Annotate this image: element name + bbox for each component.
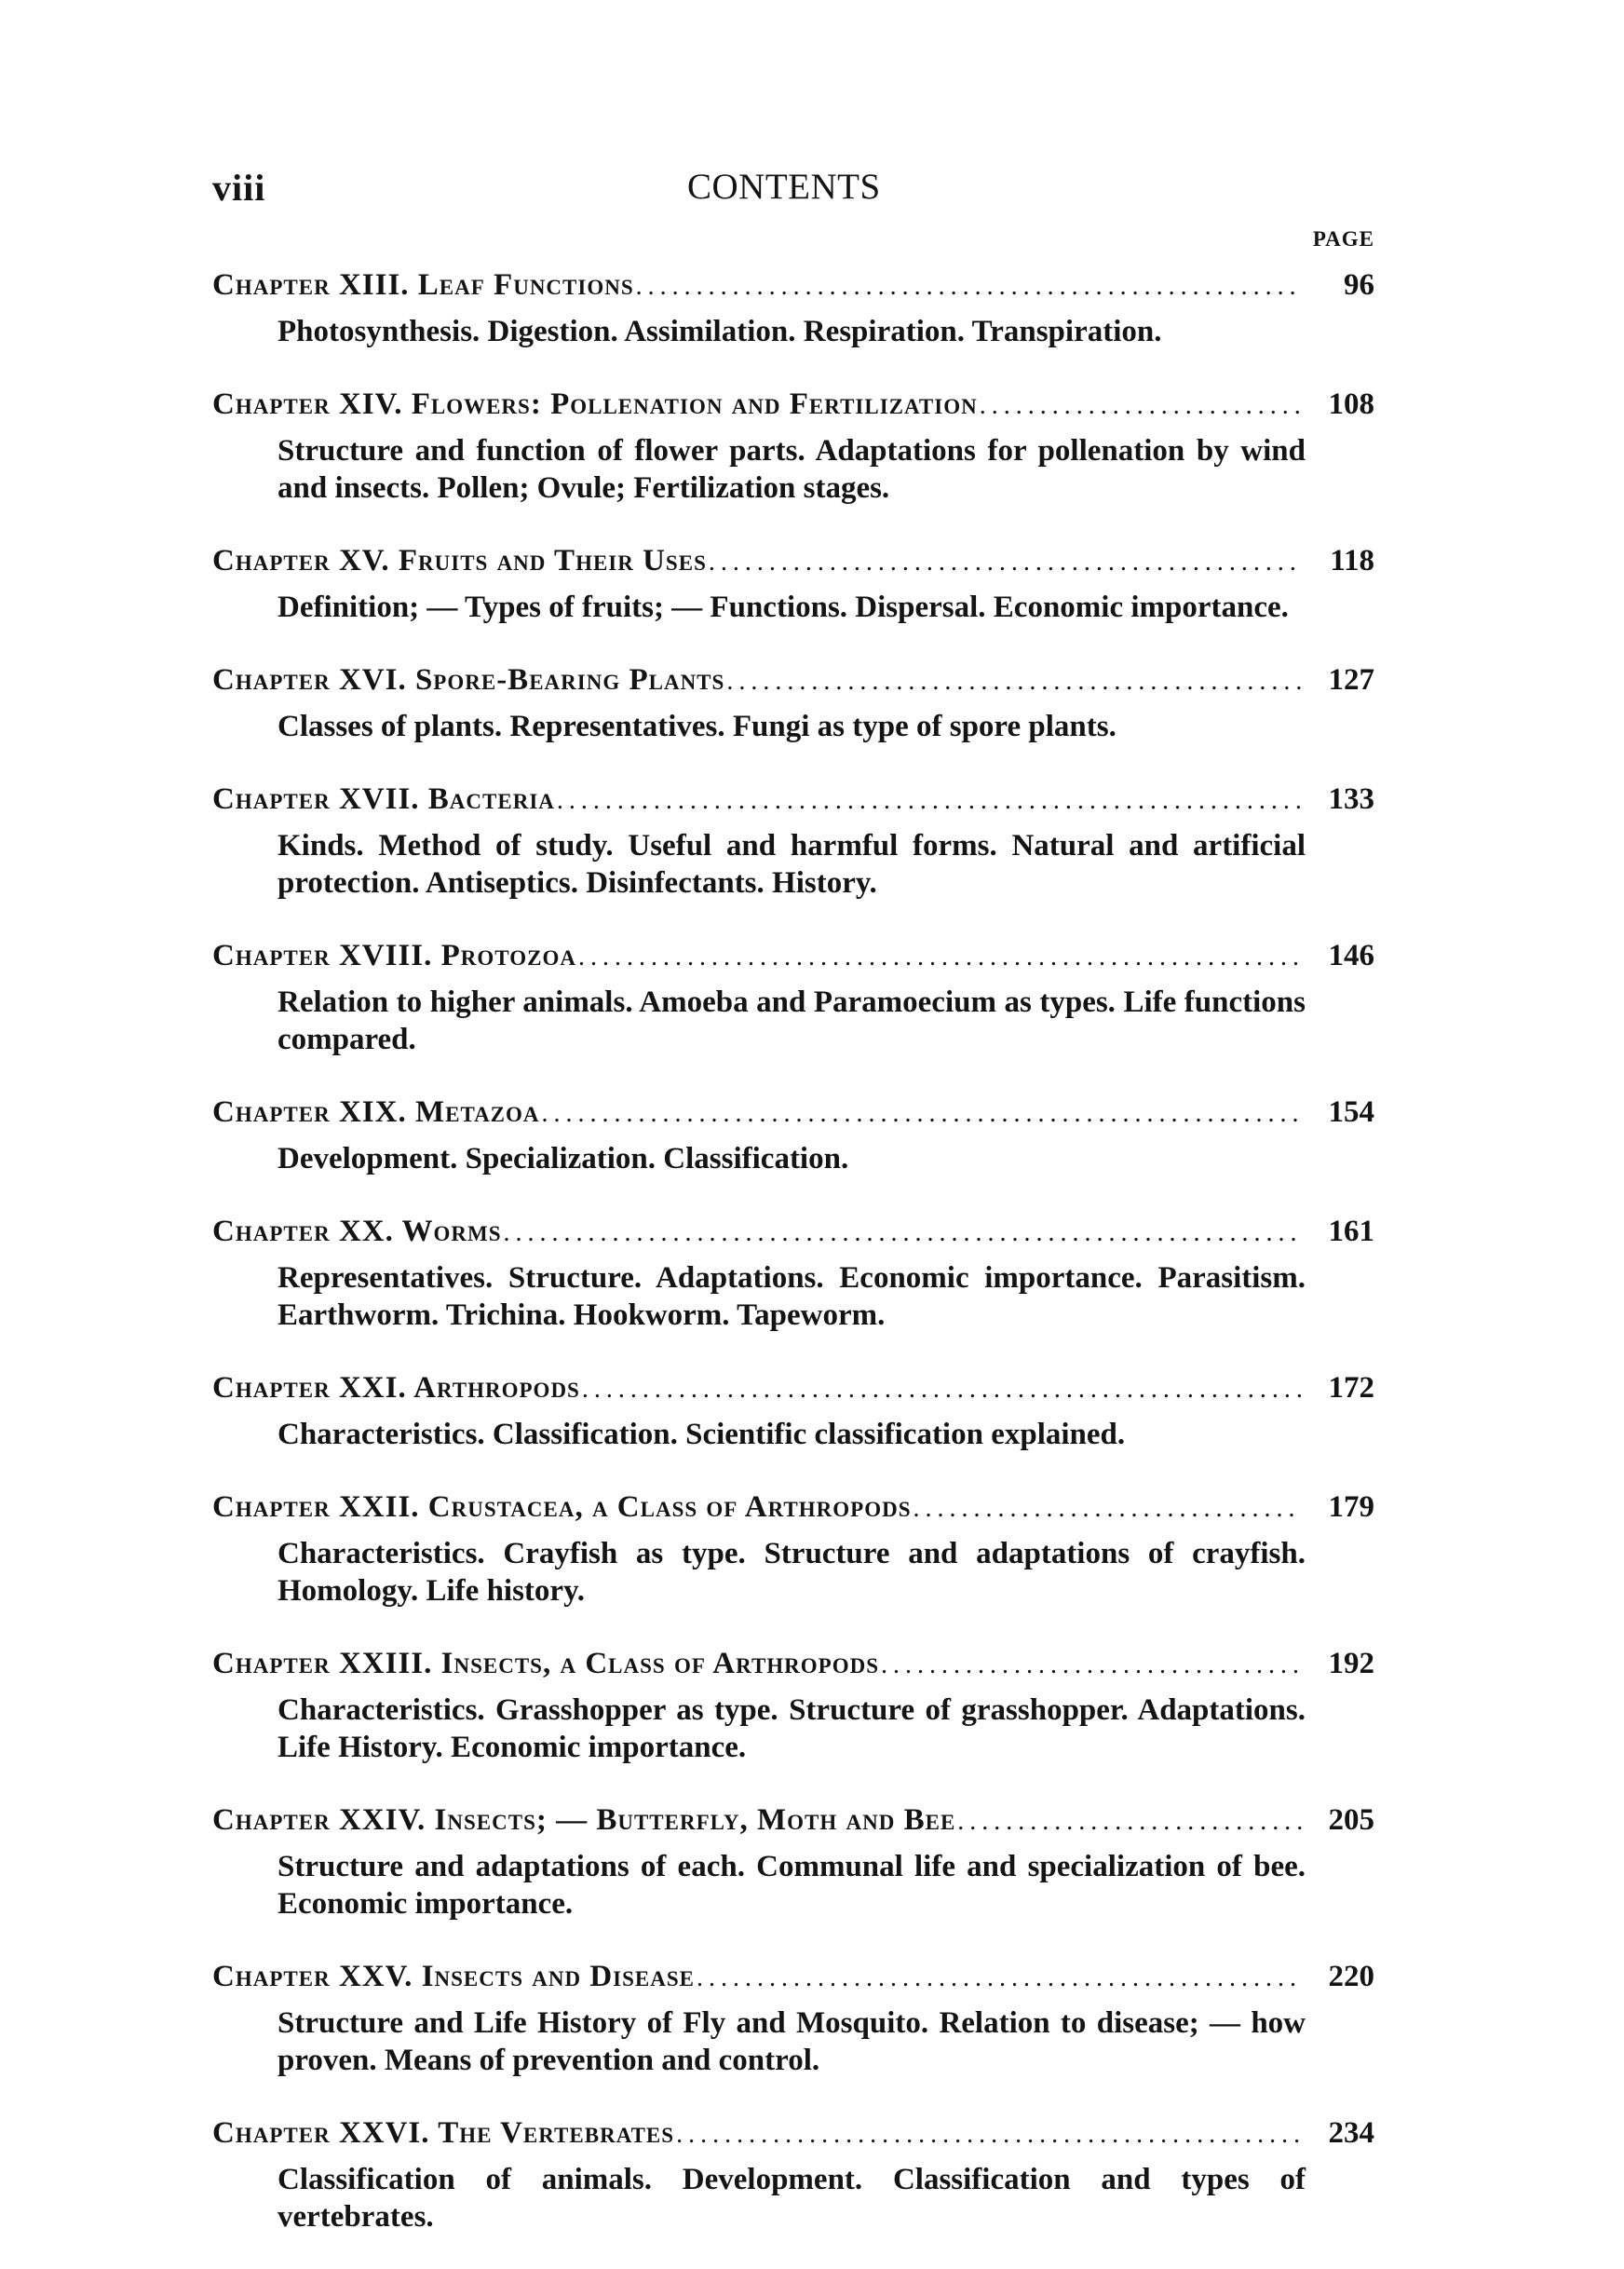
chapter-number: XIV.	[338, 387, 403, 421]
chapter-heading	[212, 659, 724, 700]
toc-entry	[212, 540, 1374, 626]
toc-entry	[212, 1211, 1374, 1334]
chapter-heading	[212, 265, 634, 306]
chapter-page-number: 133	[1328, 782, 1374, 816]
dot-leader	[914, 1488, 1303, 1529]
chapter-title: Bacteria	[427, 782, 555, 816]
chapter-summary: Definition; — Types of fruits; — Functions. Dispersal. Economic importance.	[277, 591, 1289, 624]
chapter-heading	[212, 1643, 879, 1684]
chapter-heading	[212, 1487, 912, 1528]
chapter-summary: Classes of plants. Representatives. Fungi as type of spore plants.	[277, 710, 1116, 743]
chapter-word: Chapter	[212, 1960, 331, 1993]
page-column-label: PAGE	[1312, 227, 1374, 251]
chapter-heading	[212, 935, 576, 976]
chapter-word: Chapter	[212, 663, 331, 697]
chapter-summary: Structure and Life History of Fly and Mosquito. Relation to disease; — how proven. Means of prevention and control.	[277, 2006, 1306, 2077]
dot-leader	[504, 1213, 1302, 1254]
chapter-heading	[212, 2113, 674, 2154]
chapter-number: XVIII.	[338, 939, 433, 972]
chapter-heading-line	[212, 935, 1374, 976]
dot-leader	[676, 2114, 1302, 2155]
dot-leader	[726, 661, 1302, 702]
chapter-number: XVII.	[338, 782, 420, 816]
chapter-heading-line	[212, 1643, 1374, 1684]
chapter-summary: Development. Specialization. Classification.	[277, 1142, 849, 1175]
chapter-number: XXI.	[338, 1371, 407, 1405]
toc-entry	[212, 1800, 1374, 1923]
dot-leader	[980, 386, 1302, 427]
chapter-number: XX.	[338, 1215, 394, 1248]
dot-leader	[582, 1369, 1302, 1410]
chapter-title: Arthropods	[413, 1371, 580, 1405]
table-of-contents	[212, 265, 1374, 2269]
chapter-number: XXII.	[338, 1490, 420, 1524]
dot-leader	[881, 1645, 1302, 1686]
dot-leader	[697, 1958, 1302, 1999]
chapter-word: Chapter	[212, 1647, 331, 1680]
chapter-summary: Classification of animals. Development. Classification and types of vertebrates.	[277, 2163, 1306, 2234]
toc-entry	[212, 779, 1374, 902]
chapter-summary: Characteristics. Grasshopper as type. Structure of grasshopper. Adaptations. Life History. Economic importance.	[277, 1693, 1306, 1764]
chapter-summary: Characteristics. Crayfish as type. Structure and adaptations of crayfish. Homology. Life history.	[277, 1537, 1306, 1608]
chapter-heading-line	[212, 1211, 1374, 1252]
page-number: viii	[212, 167, 266, 209]
chapter-number: XIX.	[338, 1095, 407, 1129]
chapter-title: The Vertebrates	[438, 2116, 675, 2150]
chapter-number: XXIII.	[338, 1647, 433, 1680]
chapter-page-number: 108	[1328, 387, 1374, 421]
chapter-title: Insects; — Butterfly, Moth and Bee	[434, 1803, 956, 1837]
chapter-heading-line	[212, 1367, 1374, 1408]
toc-entry	[212, 659, 1374, 745]
chapter-heading	[212, 1800, 955, 1841]
chapter-title: Worms	[401, 1215, 502, 1248]
chapter-summary: Relation to higher animals. Amoeba and Paramoecium as types. Life functions compared.	[277, 985, 1306, 1056]
chapter-page-number: 118	[1330, 544, 1374, 577]
chapter-title: Flowers: Pollenation and Fertilization	[411, 387, 978, 421]
page-header	[212, 166, 1374, 222]
chapter-heading-line	[212, 1092, 1374, 1133]
running-title: CONTENTS	[687, 167, 881, 207]
chapter-page-number: 192	[1328, 1647, 1374, 1680]
dot-leader	[709, 542, 1302, 583]
toc-entry	[212, 935, 1374, 1058]
chapter-number: XXIV.	[338, 1803, 426, 1837]
chapter-number: XVI.	[338, 663, 407, 697]
chapter-page-number: 127	[1328, 663, 1374, 697]
chapter-number: XXV.	[338, 1960, 413, 1993]
chapter-number: XXVI.	[338, 2116, 430, 2150]
chapter-heading-line	[212, 659, 1374, 700]
chapter-page-number: 96	[1344, 268, 1374, 302]
chapter-title: Protozoa	[440, 939, 576, 972]
chapter-word: Chapter	[212, 1803, 331, 1837]
chapter-page-number: 234	[1328, 2116, 1374, 2150]
toc-entry	[212, 1643, 1374, 1766]
dot-leader	[542, 1094, 1302, 1134]
chapter-summary: Kinds. Method of study. Useful and harmful forms. Natural and artificial protection. Antiseptics. Disinfectants. History.	[277, 829, 1306, 900]
chapter-summary: Photosynthesis. Digestion. Assimilation. Respiration. Transpiration.	[277, 315, 1162, 348]
chapter-word: Chapter	[212, 1371, 331, 1405]
chapter-word: Chapter	[212, 939, 331, 972]
chapter-summary: Characteristics. Classification. Scientific classification explained.	[277, 1418, 1126, 1451]
chapter-heading-line	[212, 540, 1374, 581]
chapter-heading	[212, 384, 978, 425]
chapter-heading	[212, 1956, 695, 1997]
toc-entry	[212, 1367, 1374, 1453]
chapter-word: Chapter	[212, 1490, 331, 1524]
chapter-number: XV.	[338, 544, 390, 577]
chapter-number: XIII.	[338, 268, 410, 302]
chapter-page-number: 154	[1328, 1095, 1374, 1129]
chapter-page-number: 161	[1328, 1215, 1374, 1248]
chapter-title: Insects, a Class of Arthropods	[440, 1647, 880, 1680]
chapter-heading-line	[212, 265, 1374, 306]
dot-leader	[578, 937, 1302, 978]
dot-leader	[557, 781, 1302, 822]
chapter-word: Chapter	[212, 544, 331, 577]
chapter-word: Chapter	[212, 268, 331, 302]
chapter-heading-line	[212, 384, 1374, 425]
chapter-heading-line	[212, 1800, 1374, 1841]
chapter-heading	[212, 1092, 540, 1133]
chapter-heading-line	[212, 1487, 1374, 1528]
chapter-summary: Structure and adaptations of each. Communal life and specialization of bee. Economic importance.	[277, 1850, 1306, 1921]
chapter-page-number: 220	[1328, 1960, 1374, 1993]
chapter-title: Metazoa	[414, 1095, 540, 1129]
chapter-heading-line	[212, 1956, 1374, 1997]
toc-entry	[212, 384, 1374, 507]
dot-leader	[636, 266, 1302, 307]
chapter-heading	[212, 540, 707, 581]
chapter-page-number: 205	[1328, 1803, 1374, 1837]
chapter-page-number: 146	[1328, 939, 1374, 972]
chapter-heading	[212, 1367, 580, 1408]
chapter-page-number: 172	[1328, 1371, 1374, 1405]
toc-entry	[212, 265, 1374, 350]
chapter-heading-line	[212, 2113, 1374, 2154]
dot-leader	[957, 1801, 1302, 1842]
chapter-page-number: 179	[1328, 1490, 1374, 1524]
chapter-title: Leaf Functions	[417, 268, 634, 302]
toc-entry	[212, 2113, 1374, 2235]
chapter-title: Crustacea, a Class of Arthropods	[427, 1490, 912, 1524]
chapter-heading-line	[212, 779, 1374, 820]
chapter-title: Insects and Disease	[421, 1960, 696, 1993]
chapter-title: Spore-Bearing Plants	[414, 663, 725, 697]
chapter-word: Chapter	[212, 1095, 331, 1129]
chapter-heading	[212, 779, 555, 820]
toc-entry	[212, 1956, 1374, 2079]
chapter-heading	[212, 1211, 502, 1252]
chapter-word: Chapter	[212, 387, 331, 421]
chapter-word: Chapter	[212, 2116, 331, 2150]
chapter-word: Chapter	[212, 1215, 331, 1248]
toc-entry	[212, 1487, 1374, 1610]
chapter-summary: Representatives. Structure. Adaptations. Economic importance. Parasitism. Earthworm. Trichina. Hookworm. Tapeworm.	[277, 1261, 1306, 1332]
chapter-summary: Structure and function of flower parts. Adaptations for pollenation by wind and insects. Pollen; Ovule; Fertilization stages.	[277, 434, 1306, 505]
chapter-word: Chapter	[212, 782, 331, 816]
toc-entry	[212, 1092, 1374, 1177]
chapter-title: Fruits and Their Uses	[398, 544, 707, 577]
